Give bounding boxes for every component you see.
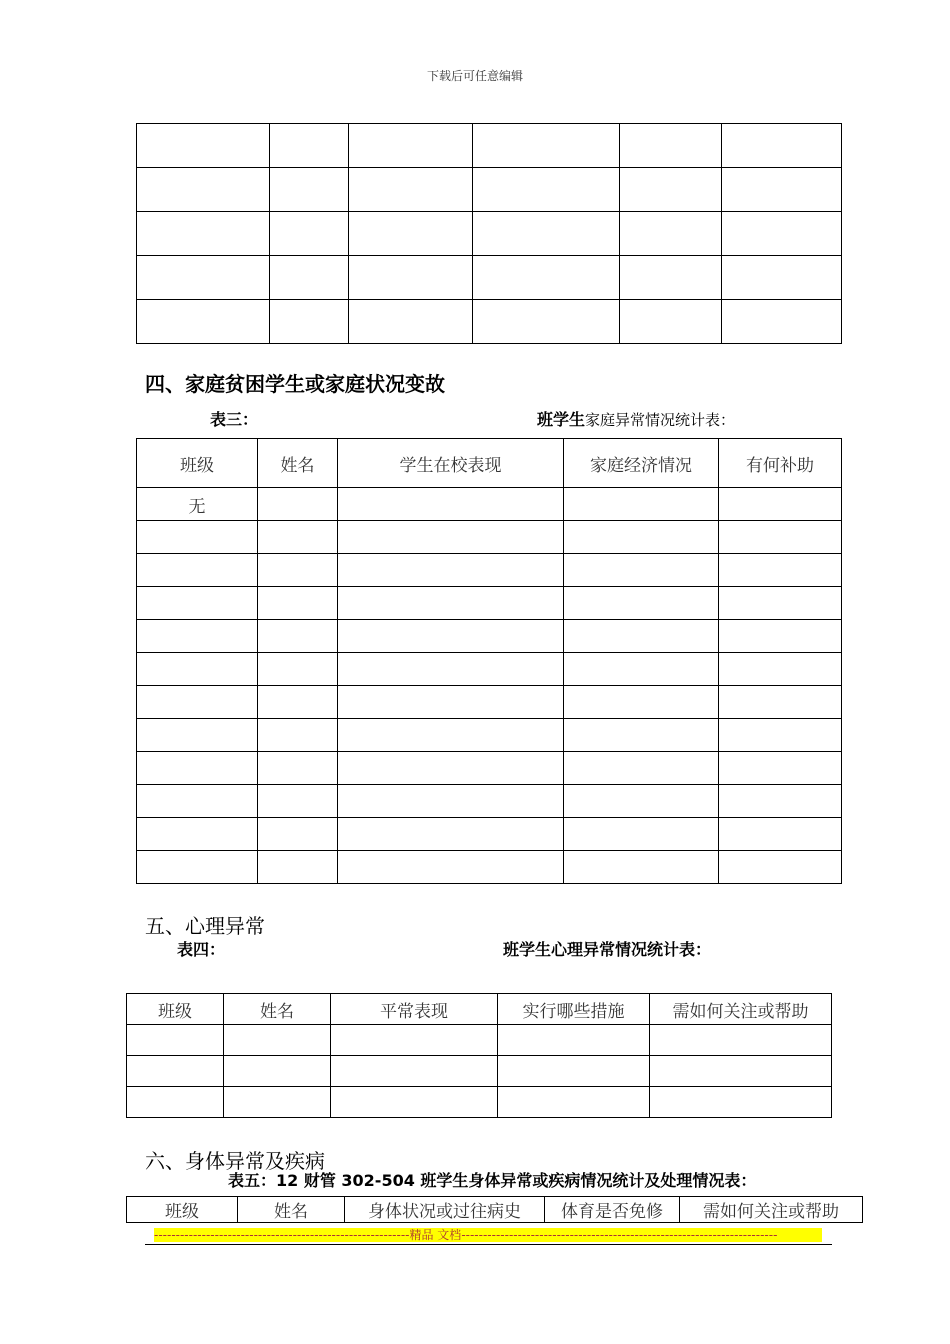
table-cell	[270, 300, 349, 344]
table-cell	[473, 256, 620, 300]
table-4-caption: 班学生心理异常情况统计表：	[503, 940, 712, 959]
table-cell	[338, 785, 564, 818]
table-cell	[258, 686, 338, 719]
table-cell	[473, 168, 620, 212]
table-3-caption-bold: 班学生	[537, 410, 586, 429]
table-cell	[564, 554, 719, 587]
table-cell	[473, 124, 620, 168]
table-row	[137, 168, 842, 212]
header-attention: 需如何关注或帮助	[680, 1197, 863, 1223]
table-cell	[719, 851, 842, 884]
table-cell	[564, 851, 719, 884]
footer-dashes-left: -----------------------------------------------------------	[154, 1228, 410, 1242]
table-cell	[338, 818, 564, 851]
table-cell	[338, 587, 564, 620]
table-cell	[564, 653, 719, 686]
table-cell	[338, 488, 564, 521]
section-6-title: 六、身体异常及疾病	[145, 1149, 325, 1173]
table-cell	[722, 124, 842, 168]
table-cell	[620, 124, 722, 168]
header-name: 姓名	[238, 1197, 345, 1223]
table-cell	[258, 521, 338, 554]
table-cell	[564, 818, 719, 851]
table-cell	[224, 1025, 331, 1056]
continued-table	[136, 123, 842, 344]
header-subsidy: 有何补助	[719, 439, 842, 488]
table-cell	[719, 620, 842, 653]
table-cell	[650, 1056, 832, 1087]
table-cell	[564, 587, 719, 620]
table-cell	[258, 587, 338, 620]
table-cell	[258, 851, 338, 884]
table-cell	[719, 719, 842, 752]
table-cell	[564, 686, 719, 719]
table-cell	[224, 1056, 331, 1087]
table-row	[137, 686, 842, 719]
header-class: 班级	[137, 439, 258, 488]
table-cell	[338, 686, 564, 719]
table-cell	[722, 300, 842, 344]
table-cell	[258, 719, 338, 752]
table-cell	[719, 752, 842, 785]
table-cell	[338, 851, 564, 884]
table-cell	[270, 212, 349, 256]
table-cell	[127, 1087, 224, 1118]
table-cell	[650, 1087, 832, 1118]
table-cell	[338, 752, 564, 785]
footer-dashes-right: -------------------------------------------------------------------------	[461, 1228, 778, 1242]
header-measures: 实行哪些措施	[498, 994, 650, 1025]
psych-abnormality-table	[126, 993, 832, 1118]
table-cell	[137, 587, 258, 620]
table-cell	[270, 256, 349, 300]
table-row	[137, 719, 842, 752]
table-cell	[258, 653, 338, 686]
table-row	[137, 256, 842, 300]
header-family-economy: 家庭经济情况	[564, 439, 719, 488]
table-cell	[719, 587, 842, 620]
header-health-history: 身体状况或过往病史	[345, 1197, 545, 1223]
table-cell	[224, 1087, 331, 1118]
table-cell	[137, 818, 258, 851]
table-cell	[498, 1025, 650, 1056]
table-cell	[137, 785, 258, 818]
table-cell	[349, 124, 473, 168]
table-row	[137, 300, 842, 344]
table-cell	[722, 256, 842, 300]
table-cell	[137, 521, 258, 554]
table-cell	[719, 488, 842, 521]
table-row	[127, 1025, 832, 1056]
table-cell	[137, 168, 270, 212]
table-cell	[137, 686, 258, 719]
table-row	[127, 1056, 832, 1087]
table-header-row	[127, 994, 832, 1025]
table-row	[137, 521, 842, 554]
table-row	[137, 620, 842, 653]
table-cell	[137, 300, 270, 344]
table-cell	[620, 212, 722, 256]
table-cell	[338, 653, 564, 686]
table-row	[137, 124, 842, 168]
table-row	[127, 1087, 832, 1118]
table-cell	[564, 488, 719, 521]
table-header-row	[137, 439, 842, 488]
table-cell	[564, 620, 719, 653]
table-row	[137, 587, 842, 620]
table-cell	[564, 719, 719, 752]
table-cell	[127, 1025, 224, 1056]
table-3-caption	[537, 407, 735, 430]
table-cell	[349, 256, 473, 300]
table-row	[137, 818, 842, 851]
table-cell	[137, 554, 258, 587]
header-name: 姓名	[224, 994, 331, 1025]
table-cell	[722, 212, 842, 256]
table-3-caption-text: 家庭异常情况统计表：	[585, 411, 736, 429]
header-class: 班级	[127, 994, 224, 1025]
table-cell	[349, 300, 473, 344]
table-cell	[498, 1056, 650, 1087]
table-row	[137, 851, 842, 884]
section-5-title: 五、心理异常	[145, 914, 265, 938]
table-cell	[127, 1056, 224, 1087]
table-cell	[722, 168, 842, 212]
table-cell	[719, 521, 842, 554]
table-cell	[331, 1025, 498, 1056]
table-cell	[498, 1087, 650, 1118]
physical-abnormality-table	[126, 1196, 863, 1223]
table-cell	[137, 719, 258, 752]
table-cell	[564, 521, 719, 554]
table-row	[137, 752, 842, 785]
table-cell	[719, 554, 842, 587]
table-cell	[719, 818, 842, 851]
header-usual-behavior: 平常表现	[331, 994, 498, 1025]
table-cell	[137, 124, 270, 168]
footer-label: 精品 文档	[409, 1228, 462, 1242]
table-cell	[258, 752, 338, 785]
table-cell	[258, 488, 338, 521]
table-cell	[137, 620, 258, 653]
table-row	[137, 785, 842, 818]
table-cell	[338, 521, 564, 554]
header-class: 班级	[127, 1197, 238, 1223]
section-4-title: 四、家庭贫困学生或家庭状况变故	[145, 372, 445, 396]
table-cell	[338, 554, 564, 587]
table-cell	[137, 256, 270, 300]
table-header-row	[127, 1197, 863, 1223]
table-cell	[258, 785, 338, 818]
table-cell	[137, 752, 258, 785]
header-school-performance: 学生在校表现	[338, 439, 564, 488]
table-cell	[258, 554, 338, 587]
table-cell	[349, 212, 473, 256]
table-3-label: 表三：	[210, 410, 259, 429]
table-row	[137, 488, 842, 521]
table-cell	[338, 620, 564, 653]
table-cell	[564, 752, 719, 785]
table-cell	[473, 212, 620, 256]
table-cell	[349, 168, 473, 212]
table-cell	[620, 300, 722, 344]
footer-rule	[145, 1244, 832, 1245]
table-cell	[258, 620, 338, 653]
table-cell	[137, 851, 258, 884]
table-cell	[650, 1025, 832, 1056]
footer-banner	[154, 1228, 822, 1242]
table-cell	[620, 256, 722, 300]
table-cell	[258, 818, 338, 851]
table-cell	[473, 300, 620, 344]
first-class-cell: 无	[137, 488, 258, 521]
table-row	[137, 653, 842, 686]
table-cell	[620, 168, 722, 212]
header-attention: 需如何关注或帮助	[650, 994, 832, 1025]
table-5-caption: 表五：12 财管 302-504 班学生身体异常或疾病情况统计及处理情况表：	[228, 1171, 757, 1190]
table-cell	[331, 1056, 498, 1087]
table-cell	[331, 1087, 498, 1118]
table-cell	[137, 653, 258, 686]
table-cell	[564, 785, 719, 818]
table-cell	[137, 212, 270, 256]
table-cell	[270, 168, 349, 212]
table-cell	[338, 719, 564, 752]
table-cell	[719, 785, 842, 818]
table-cell	[719, 653, 842, 686]
table-row	[137, 212, 842, 256]
table-4-label: 表四：	[177, 940, 226, 959]
family-abnormality-table	[136, 438, 842, 884]
table-cell	[719, 686, 842, 719]
page-header-note: 下载后可任意编辑	[426, 69, 523, 83]
table-cell	[270, 124, 349, 168]
header-pe-exemption: 体育是否免修	[545, 1197, 680, 1223]
header-name: 姓名	[258, 439, 338, 488]
table-row	[137, 554, 842, 587]
